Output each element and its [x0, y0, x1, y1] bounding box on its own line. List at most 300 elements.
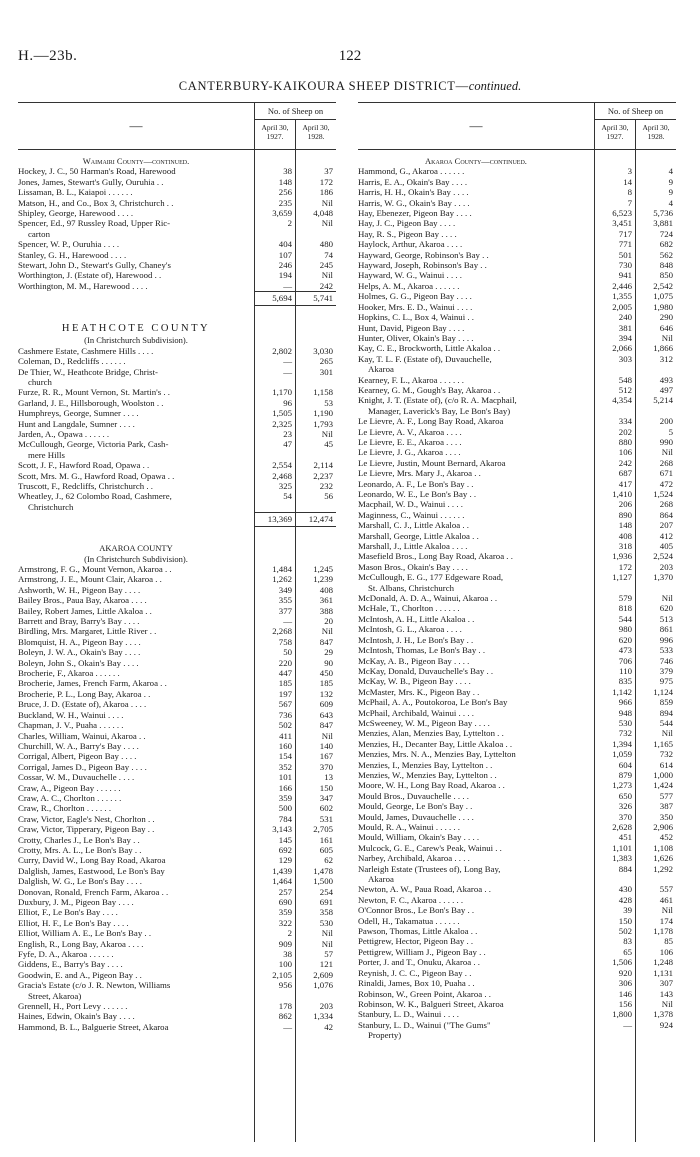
owner-name-text: Coleman, D., Redcliffs . . . . . . [18, 356, 126, 367]
owner-name-text: Bruce, J. D. (Estate of), Akaroa . . . . [18, 699, 147, 710]
owner-name [358, 562, 594, 572]
sheep-1928: 493 [659, 374, 673, 385]
owner-name-text: Holmes, G. G., Pigeon Bay . . . . [358, 291, 472, 302]
owner-name-text: Pettigrew, William J., Pigeon Bay . . [358, 946, 486, 957]
owner-name [358, 780, 594, 790]
table-row [358, 447, 676, 457]
table-row [358, 957, 676, 967]
owner-name-text: McHale, T., Chorlton . . . . . . [358, 603, 460, 614]
sheep-1927: 604 [618, 759, 632, 770]
sheep-count-header: No. of Sheep on [254, 103, 336, 120]
sheep-1927: 732 [618, 728, 632, 739]
table-row [18, 260, 336, 270]
owner-name [358, 978, 594, 988]
sheep-1927: 1,355 [612, 291, 632, 302]
sheep-1928: 1,980 [653, 301, 673, 312]
owner-name-text: McMaster, Mrs. K., Pigeon Bay . . [358, 686, 480, 697]
owner-name-text: Shipley, George, Harewood . . . . [18, 208, 134, 219]
sheep-1928: 531 [319, 813, 333, 824]
owner-name-text: Kay, T. L. F. (Estate of), Duvauchelle, [358, 353, 492, 364]
table-row [18, 741, 336, 751]
owner-name [358, 687, 594, 697]
section-heading: Waimairi County—continued. [82, 156, 190, 166]
owner-name [358, 874, 594, 884]
table-row [18, 668, 336, 678]
owner-name [18, 387, 254, 397]
owner-name-text: Barrett and Bray, Barry's Bay . . . . [18, 616, 140, 627]
table-row [358, 229, 676, 239]
sheep-1928: Nil [321, 626, 333, 637]
sheep-1927: 880 [618, 436, 632, 447]
owner-name-text: Stanbury, L. D., Wainui ("The Gums" [358, 1019, 491, 1030]
table-row [18, 471, 336, 481]
owner-name [18, 762, 254, 772]
table-row [18, 783, 336, 793]
owner-name [18, 429, 254, 439]
table-row [358, 541, 676, 551]
sheep-1927: 1,059 [612, 749, 632, 760]
sheep-1928: 4 [668, 197, 673, 208]
sheep-1928 [295, 502, 336, 512]
sheep-1927: 4,354 [612, 395, 632, 406]
owner-name-text: McPhail, Archibald, Wainui . . . . [358, 707, 474, 718]
sheep-1928: 1,000 [653, 769, 673, 780]
table-row [18, 949, 336, 959]
table-row [358, 343, 676, 353]
owner-name [358, 656, 594, 666]
owner-name-text: Leonardo, W. E., Le Bon's Bay . . [358, 489, 477, 499]
owner-name-text: Macphail, W. D., Wainui . . . . [358, 499, 463, 510]
owner-name [358, 583, 594, 593]
sheep-1928 [635, 1030, 676, 1040]
owner-name-text: Truscott, F., Redcliffs, Christchurch . . [18, 480, 153, 491]
document-reference: H.—23b. [18, 48, 78, 64]
sheep-1927: 909 [278, 938, 292, 949]
title-continued: continued. [468, 79, 522, 93]
owner-name [18, 897, 254, 907]
owner-name [18, 824, 254, 834]
owner-name-text: Scott, Mrs. M. G., Hawford Road, Opawa . . [18, 470, 175, 481]
owner-name [358, 708, 594, 718]
owner-name-text: Mould, William, Okain's Bay . . . . [358, 832, 480, 843]
owner-name-text: Duxbury, J. M., Pigeon Bay . . . . [18, 897, 134, 907]
owner-name [18, 793, 254, 803]
sheep-1927: 145 [278, 834, 292, 845]
owner-name [18, 814, 254, 824]
sheep-1928: 361 [319, 595, 333, 606]
sheep-1927: 8 [627, 187, 632, 198]
owner-name [18, 668, 254, 678]
owner-name [358, 375, 594, 385]
owner-name [18, 367, 254, 377]
sheep-1928: 859 [659, 697, 673, 708]
owner-name-text: McCullough, George, Victoria Park, Cash- [18, 439, 169, 450]
sheep-1928: 172 [319, 176, 333, 187]
sheep-1928: 387 [659, 801, 673, 812]
sheep-1928: 472 [659, 478, 673, 489]
right-column-table [358, 102, 676, 1142]
sheep-1928: 132 [319, 688, 333, 699]
sheep-1927: 1,410 [612, 489, 632, 499]
table-row [18, 377, 336, 387]
owner-name-text: Hayward, Joseph, Robinson's Bay . . [358, 260, 487, 271]
sheep-1927: 1,394 [612, 738, 632, 749]
table-row [358, 250, 676, 260]
sheep-1928: 533 [659, 645, 673, 656]
sheep-1928: 1,158 [313, 387, 333, 398]
sheep-1927: 202 [618, 426, 632, 437]
sheep-1928: Nil [661, 728, 673, 739]
owner-name-text: Le Lievre, A. V., Akaroa . . . . [358, 426, 462, 437]
sheep-1927: — [283, 366, 292, 377]
table-row [358, 458, 676, 468]
owner-name [358, 291, 594, 301]
sheep-1928: 746 [659, 655, 673, 666]
owner-name-text: Marshall, C. J., Little Akaloa . . [358, 520, 469, 531]
sheep-1928: 56 [324, 491, 333, 502]
owner-name [358, 479, 594, 489]
table-row [358, 375, 676, 385]
owner-name-text: Brocherie, James, French Farm, Akaroa . . [18, 678, 167, 689]
table-row [18, 270, 336, 280]
owner-name [358, 458, 594, 468]
owner-name-text: Stanbury, L. D., Wainui . . . . [358, 1009, 459, 1020]
sheep-1928: Nil [321, 938, 333, 949]
table-row [18, 429, 336, 439]
table-row [18, 1022, 336, 1032]
sheep-1928 [295, 450, 336, 460]
owner-name-text: McSweeney, W. M., Pigeon Bay . . . . [358, 717, 490, 728]
owner-name-text: Le Lievre, J. G., Akaroa . . . . [358, 447, 461, 458]
sheep-1927: 156 [618, 998, 632, 1009]
table-row [18, 564, 336, 574]
table-row [18, 772, 336, 782]
sheep-1928: 924 [659, 1019, 673, 1030]
owner-name-text: Corrigal, James D., Pigeon Bay . . . . [18, 761, 147, 772]
owner-name-continued: St. Albans, Christchurch [368, 582, 455, 593]
sheep-1928: 245 [319, 260, 333, 271]
sheep-1928: 358 [319, 907, 333, 918]
owner-name-text: Boleyn, J. W. A., Okain's Bay . . . . [18, 647, 141, 658]
sheep-1927: 1,383 [612, 853, 632, 864]
sheep-1928: 9 [668, 176, 673, 187]
owner-name-text: Craw, R., Chorlton . . . . . . [18, 803, 112, 814]
table-row [18, 481, 336, 491]
owner-name-text: McKay, W. B., Pigeon Bay . . . . [358, 676, 471, 687]
owner-name-text: Haylock, Arthur, Akaroa . . . . [358, 239, 463, 250]
owner-name-text: Hockey, J. C., 50 Harman's Road, Harewood [18, 166, 176, 177]
owner-name [18, 606, 254, 616]
owner-name-text: Elliot, H. F., Le Bon's Bay . . . . [18, 917, 129, 928]
left-table-header [18, 102, 336, 150]
owner-name [358, 187, 594, 197]
sheep-1927: 394 [618, 332, 632, 343]
sheep-1927: 447 [278, 668, 292, 679]
table-row [358, 968, 676, 978]
owner-name [18, 918, 254, 928]
owner-name [18, 658, 254, 668]
sheep-1928: 848 [659, 260, 673, 271]
sheep-1927: 884 [618, 863, 632, 874]
table-row [18, 907, 336, 917]
sheep-1927: 500 [278, 803, 292, 814]
owner-name [18, 491, 254, 501]
owner-name [358, 989, 594, 999]
spacer [18, 148, 336, 156]
sheep-1927: 326 [618, 801, 632, 812]
sheep-1927: 166 [278, 782, 292, 793]
sheep-1928: 106 [659, 946, 673, 957]
owner-name-text: De Thier, W., Heathcote Bridge, Christ- [18, 366, 158, 377]
owner-name [358, 926, 594, 936]
sheep-1927: 862 [278, 1011, 292, 1022]
sheep-1927: 2,066 [612, 343, 632, 354]
table-row [18, 845, 336, 855]
sheep-1928: 497 [659, 384, 673, 395]
owner-name [18, 980, 254, 990]
table-row [358, 697, 676, 707]
owner-name-text: Hooker, Mrs. E. D., Wainui . . . . [358, 301, 473, 312]
owner-name-continued: Street, Akaroa) [28, 990, 82, 1001]
sheep-1927: 730 [618, 260, 632, 271]
owner-name-text: Dalglish, W. G., Le Bon's Bay . . . . [18, 876, 143, 887]
owner-name-text: Armstrong, F. G., Mount Vernon, Akaroa . . [18, 564, 172, 574]
table-row [358, 395, 676, 405]
sheep-1928: 203 [319, 1001, 333, 1012]
table-row [358, 635, 676, 645]
sheep-1927: 948 [618, 707, 632, 718]
table-row [18, 866, 336, 876]
table-row [358, 354, 676, 364]
table-row [18, 574, 336, 584]
owner-name-text: Harris, E. A., Okain's Bay . . . . [358, 176, 468, 187]
owner-name [358, 593, 594, 603]
table-row [358, 302, 676, 312]
sheep-1927: 154 [278, 751, 292, 762]
table-row [358, 676, 676, 686]
sheep-1927 [594, 406, 635, 416]
owner-name-text: McKay, A. B., Pigeon Bay . . . . [358, 655, 470, 666]
sheep-1928: 20 [324, 616, 333, 627]
owner-name-text: Craw, Victor, Tipperary, Pigeon Bay . . [18, 824, 155, 835]
owner-name-text: Ashworth, W. H., Pigeon Bay . . . . [18, 584, 141, 595]
owner-name [18, 731, 254, 741]
table-row [358, 843, 676, 853]
table-row [18, 281, 336, 291]
table-row [358, 780, 676, 790]
owner-name [358, 447, 594, 457]
sheep-1928: 577 [659, 790, 673, 801]
table-row [358, 989, 676, 999]
sheep-1927: 6,523 [612, 208, 632, 219]
owner-name [358, 947, 594, 957]
owner-name [18, 678, 254, 688]
total-1927: 5,694 [254, 291, 295, 306]
owner-name [358, 843, 594, 853]
owner-name [18, 250, 254, 260]
table-row [358, 916, 676, 926]
sheep-1927: 758 [278, 636, 292, 647]
owner-name-text: Jarden, A., Opawa . . . . . . [18, 428, 110, 439]
sheep-1927: 325 [278, 480, 292, 491]
sheep-1928: 200 [659, 416, 673, 427]
table-row [358, 801, 676, 811]
table-row [358, 187, 676, 197]
page-number: 122 [338, 48, 362, 64]
sheep-1928: 62 [324, 855, 333, 866]
table-row [18, 959, 336, 969]
table-row [358, 323, 676, 333]
sheep-1927: 692 [278, 844, 292, 855]
owner-name [358, 406, 594, 416]
total-row [18, 291, 336, 306]
table-row [358, 260, 676, 270]
owner-name [18, 260, 254, 270]
table-row [18, 980, 336, 990]
right-table-header [358, 102, 676, 150]
sheep-1928: 412 [659, 530, 673, 541]
sheep-1928: 1,793 [313, 418, 333, 429]
sheep-1928 [635, 406, 676, 416]
sheep-1927 [594, 583, 635, 593]
table-row [18, 198, 336, 208]
sheep-1927: 54 [283, 491, 292, 502]
sheep-1927: 2,325 [272, 418, 292, 429]
sheep-1927: 2,628 [612, 822, 632, 832]
table-row [358, 510, 676, 520]
table-row [18, 678, 336, 688]
sheep-1927: 23 [283, 428, 292, 439]
owner-name-text: Chapman, J. V., Puaha . . . . . . [18, 720, 124, 731]
sheep-1927: 2 [287, 928, 292, 939]
owner-name [18, 720, 254, 730]
owner-name [358, 936, 594, 946]
owner-name [358, 510, 594, 520]
sheep-1928: 1,500 [313, 876, 333, 887]
sheep-1928: 312 [659, 353, 673, 364]
sheep-1928: 609 [319, 699, 333, 710]
sheep-1927: 146 [618, 988, 632, 999]
owner-name [18, 959, 254, 969]
owner-name [18, 408, 254, 418]
owner-name-text: Knight, J. T. (Estate of), (c/o R. A. Macphail, [358, 395, 517, 406]
sheep-1928: 1,245 [313, 564, 333, 574]
owner-name-text: McIntosh, Thomas, Le Bon's Bay . . [358, 645, 486, 656]
sheep-1928: 53 [324, 397, 333, 408]
table-row [18, 491, 336, 501]
owner-name-text: Crotty, Mrs. A. L., Le Bon's Bay . . [18, 844, 142, 855]
sheep-1928: 544 [659, 717, 673, 728]
sheep-1927: 129 [278, 855, 292, 866]
owner-name-text: Furze, R. R., Mount Vernon, St. Martin's . . [18, 387, 170, 398]
sheep-1927: 47 [283, 439, 292, 450]
owner-name [18, 699, 254, 709]
sheep-1928 [295, 377, 336, 387]
owner-name [18, 647, 254, 657]
sheep-1927 [594, 364, 635, 374]
table-row [18, 970, 336, 980]
sheep-1928: 1,370 [653, 572, 673, 583]
table-row [358, 864, 676, 874]
sheep-1928: 513 [659, 613, 673, 624]
table-row [18, 637, 336, 647]
table-row [358, 760, 676, 770]
owner-name [358, 822, 594, 832]
table-row [18, 699, 336, 709]
sheep-1927: 2,005 [612, 301, 632, 312]
sheep-1928: 1,239 [313, 574, 333, 585]
owner-name [18, 439, 254, 449]
owner-name-text: Menzies, H., Decanter Bay, Little Akaloa . . [358, 738, 513, 749]
owner-name-text: Mason Bros., Okain's Bay . . . . [358, 561, 468, 572]
sheep-1928: 5,736 [653, 208, 673, 219]
owner-name-text: Menzies, Alan, Menzies Bay, Lyttelton . . [358, 728, 504, 739]
sheep-1927: 1,262 [272, 574, 292, 585]
owner-name [358, 312, 594, 322]
owner-name [358, 895, 594, 905]
owner-name-text: Cossar, W. M., Duvauchelle . . . . [18, 772, 135, 783]
sheep-1928: 461 [659, 894, 673, 905]
sheep-1927: 359 [278, 792, 292, 803]
owner-name-continued: carton [28, 228, 50, 239]
owner-name [358, 614, 594, 624]
owner-name [358, 468, 594, 478]
owner-name [358, 791, 594, 801]
table-row [358, 416, 676, 426]
owner-name-text: Crotty, Charles J., Le Bon's Bay . . [18, 834, 140, 845]
sheep-1928: 861 [659, 624, 673, 635]
table-row [358, 926, 676, 936]
sheep-1928: 185 [319, 678, 333, 689]
table-row [358, 479, 676, 489]
table-row [18, 408, 336, 418]
table-row [18, 187, 336, 197]
sheep-1928: 268 [659, 499, 673, 510]
table-row [358, 239, 676, 249]
sheep-1927 [254, 450, 295, 460]
sheep-1928: 4,048 [313, 208, 333, 219]
owner-name-text: Harris, W. G., Okain's Bay . . . . [358, 197, 470, 208]
sheep-1927: 567 [278, 699, 292, 710]
owner-name-text: Le Lievre, E. E., Akaroa . . . . [358, 436, 462, 447]
sheep-1927: 501 [618, 249, 632, 260]
owner-name-text: Boleyn, John S., Okain's Bay . . . . [18, 657, 139, 668]
owner-name [18, 450, 254, 460]
sheep-1927: 1,142 [612, 686, 632, 697]
sheep-1927: 473 [618, 645, 632, 656]
owner-name [18, 616, 254, 626]
table-row [18, 595, 336, 605]
sheep-1927: 39 [623, 905, 632, 916]
sheep-1928: 2,114 [313, 460, 333, 471]
table-row [18, 814, 336, 824]
table-row [18, 658, 336, 668]
table-row [358, 905, 676, 915]
sheep-1927: 359 [278, 907, 292, 918]
owner-name-text: Wheatley, J., 62 Colombo Road, Cashmere, [18, 491, 172, 502]
table-row [18, 1001, 336, 1011]
sheep-1927 [594, 874, 635, 884]
sheep-1927: 110 [619, 665, 632, 676]
table-row [358, 437, 676, 447]
sheep-1927: 220 [278, 657, 292, 668]
sheep-1927: 3,451 [612, 218, 632, 229]
owner-name-text: Menzies, I., Menzies Bay, Lyttelton . . [358, 759, 493, 770]
table-row [18, 626, 336, 636]
owner-name [358, 801, 594, 811]
sheep-1928: 37 [324, 166, 333, 177]
owner-name [358, 770, 594, 780]
